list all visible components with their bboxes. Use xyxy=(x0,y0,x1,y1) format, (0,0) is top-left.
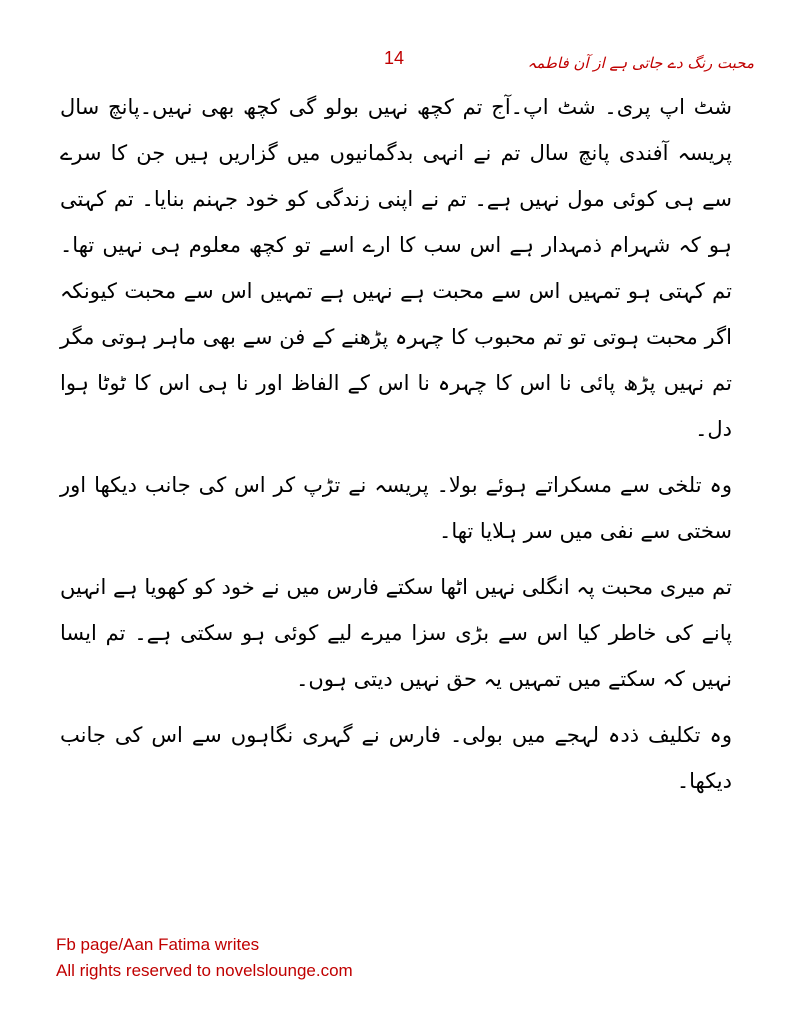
footer-credits xyxy=(56,932,353,984)
paragraph: وہ تکلیف ذدہ لہجے میں بولی۔ فارس نے گہری نگاہوں سے اس کی جانب دیکھا۔ xyxy=(60,723,732,793)
story-body xyxy=(60,84,732,814)
footer-rights: All rights reserved to novelslounge.com xyxy=(56,961,353,980)
paragraph: شٹ اپ پری۔ شٹ اپ۔آج تم کچھ نہیں بولو گی کچھ بھی نہیں۔پانچ سال پریسہ آفندی پانچ سال تم نے انہی بدگمانیوں میں گزاریں ہیں جن کا سرے سے ہی کوئی مول نہیں ہے۔ تم نے اپنی زندگی کو خود جہنم بنایا۔ تم کہتی ہو کہ شہرام ذمہدار ہے اس سب کا ارے اسے تو کچھ معلوم ہی نہیں تھا۔ تم کہتی ہو تمہیں اس سے محبت ہے نہیں ہے تمہیں اس سے محبت کیونکہ اگر محبت ہوتی تو تم محبوب کا چہرہ پڑھنے کے فن سے بھی ماہر ہوتی مگر تم نہیں پڑھ پائی نا اس کا چہرہ نا اس کے الفاظ اور نا ہی اس کا ٹوٹا ہوا دل۔ xyxy=(60,95,732,441)
paragraph: وہ تلخی سے مسکراتے ہوئے بولا۔ پریسہ نے تڑپ کر اس کی جانب دیکھا اور سختی سے نفی میں سر ہلایا تھا۔ xyxy=(60,473,732,543)
page-number: 14 xyxy=(384,48,405,68)
novel-title-header: محبت رنگ دے جاتی ہے از آن فاطمہ xyxy=(527,54,754,72)
paragraph: تم میری محبت پہ انگلی نہیں اٹھا سکتے فارس میں نے خود کو کھویا ہے انہیں پانے کی خاطر کیا اس سے بڑی سزا میرے لیے کوئی ہو سکتی ہے۔ تم ایسا نہیں کہ سکتے میں تمہیں یہ حق نہیں دیتی ہوں۔ xyxy=(60,575,732,691)
footer-fb-page: Fb page/Aan Fatima writes xyxy=(56,935,260,954)
